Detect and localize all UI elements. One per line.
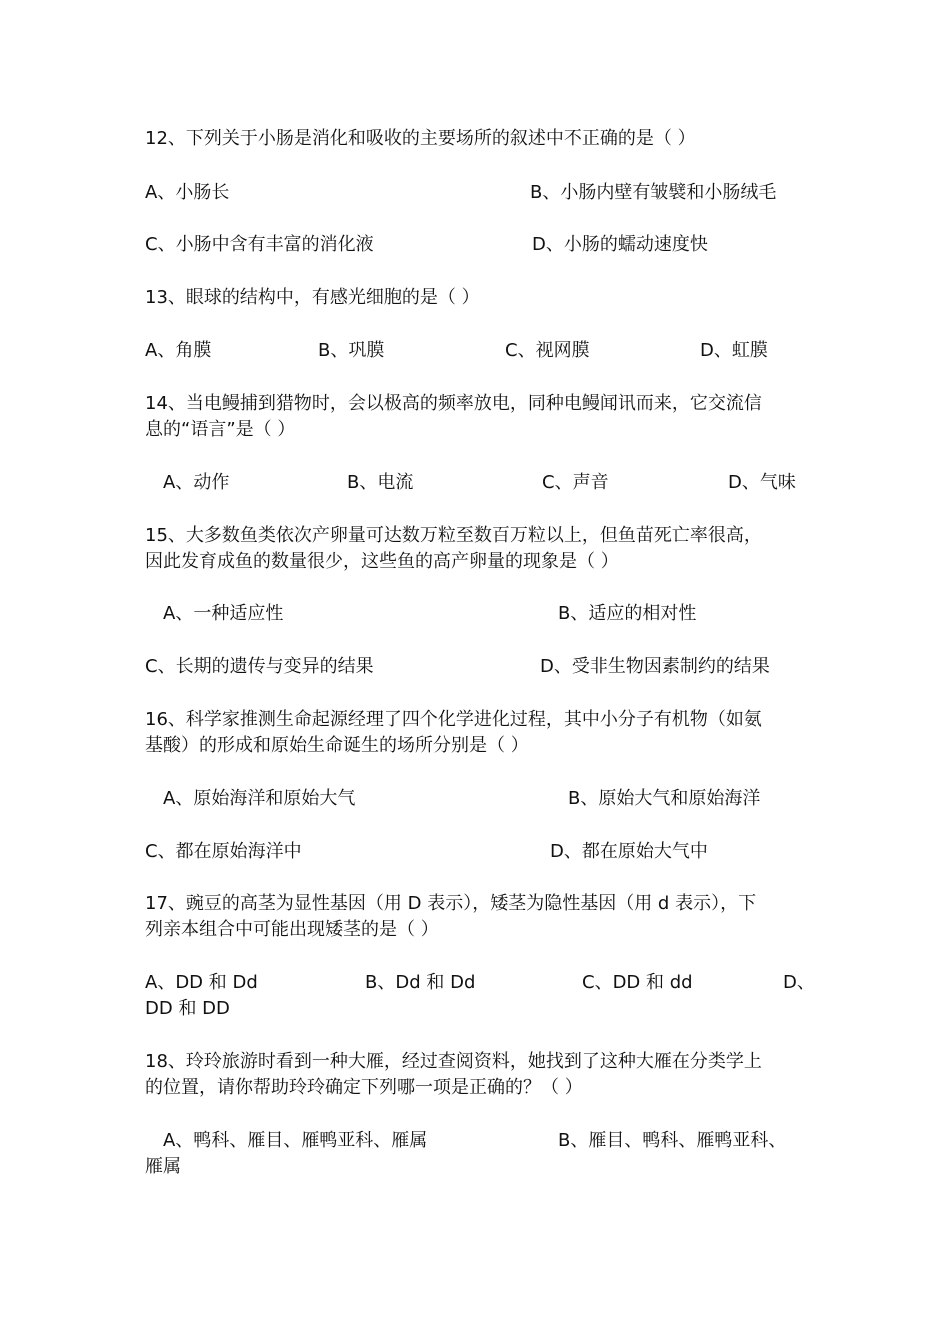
q13-stem: 13、眼球的结构中，有感光细胞的是（ ） — [145, 287, 480, 308]
q15-option-d: D、受非生物因素制约的结果 — [540, 656, 770, 677]
q13-option-b: B、巩膜 — [318, 340, 385, 361]
q18-stem-line1: 18、玲玲旅游时看到一种大雁，经过查阅资料，她找到了这种大雁在分类学上 — [145, 1051, 762, 1072]
q16-option-b: B、原始大气和原始海洋 — [568, 788, 761, 809]
q16-stem-line1: 16、科学家推测生命起源经理了四个化学进化过程，其中小分子有机物（如氨 — [145, 709, 762, 730]
q15-stem-line1: 15、大多数鱼类依次产卵量可达数万粒至数百万粒以上，但鱼苗死亡率很高， — [145, 525, 762, 546]
q18-stem-line2: 的位置，请你帮助玲玲确定下列哪一项是正确的？（ ） — [145, 1077, 583, 1098]
q12-option-a: A、小肠长 — [145, 182, 230, 203]
q18-option-a: A、鸭科、雁目、雁鸭亚科、雁属 — [163, 1130, 428, 1151]
q15-option-b: B、适应的相对性 — [558, 603, 697, 624]
q17-option-c: C、DD 和 dd — [582, 972, 693, 993]
q15-option-c: C、长期的遗传与变异的结果 — [145, 656, 374, 677]
q13-option-c: C、视网膜 — [505, 340, 590, 361]
q17-option-d-text: DD 和 DD — [145, 998, 230, 1019]
q16-stem-line2: 基酸）的形成和原始生命诞生的场所分别是（ ） — [145, 735, 529, 756]
q17-stem-line1: 17、豌豆的高茎为显性基因（用 D 表示），矮茎为隐性基因（用 d 表示），下 — [145, 893, 757, 914]
q14-option-c: C、声音 — [542, 472, 609, 493]
q17-stem-line2: 列亲本组合中可能出现矮茎的是（ ） — [145, 919, 439, 940]
q14-option-a: A、动作 — [163, 472, 230, 493]
q13-option-d: D、虹膜 — [700, 340, 768, 361]
q17-option-d-label: D、 — [783, 972, 815, 993]
q15-option-a: A、一种适应性 — [163, 603, 284, 624]
q17-option-a: A、DD 和 Dd — [145, 972, 258, 993]
q12-option-c: C、小肠中含有丰富的消化液 — [145, 234, 374, 255]
q14-stem-line1: 14、当电鳗捕到猎物时，会以极高的频率放电，同种电鳗闻讯而来，它交流信 — [145, 393, 762, 414]
q18-option-b-cont: 雁属 — [145, 1156, 181, 1177]
q18-option-b: B、雁目、鸭科、雁鸭亚科、 — [558, 1130, 787, 1151]
q16-option-c: C、都在原始海洋中 — [145, 841, 302, 862]
q16-option-d: D、都在原始大气中 — [550, 841, 708, 862]
q12-option-b: B、小肠内壁有皱襞和小肠绒毛 — [530, 182, 777, 203]
q15-stem-line2: 因此发育成鱼的数量很少，这些鱼的高产卵量的现象是（ ） — [145, 551, 619, 572]
q12-stem: 12、下列关于小肠是消化和吸收的主要场所的叙述中不正确的是（ ） — [145, 128, 696, 149]
q13-option-a: A、角膜 — [145, 340, 212, 361]
q14-stem-line2: 息的“语言”是（ ） — [145, 419, 296, 440]
q16-option-a: A、原始海洋和原始大气 — [163, 788, 356, 809]
q12-option-d: D、小肠的蠕动速度快 — [532, 234, 708, 255]
q14-option-b: B、电流 — [347, 472, 414, 493]
q14-option-d: D、气味 — [728, 472, 796, 493]
q17-option-b: B、Dd 和 Dd — [365, 972, 476, 993]
